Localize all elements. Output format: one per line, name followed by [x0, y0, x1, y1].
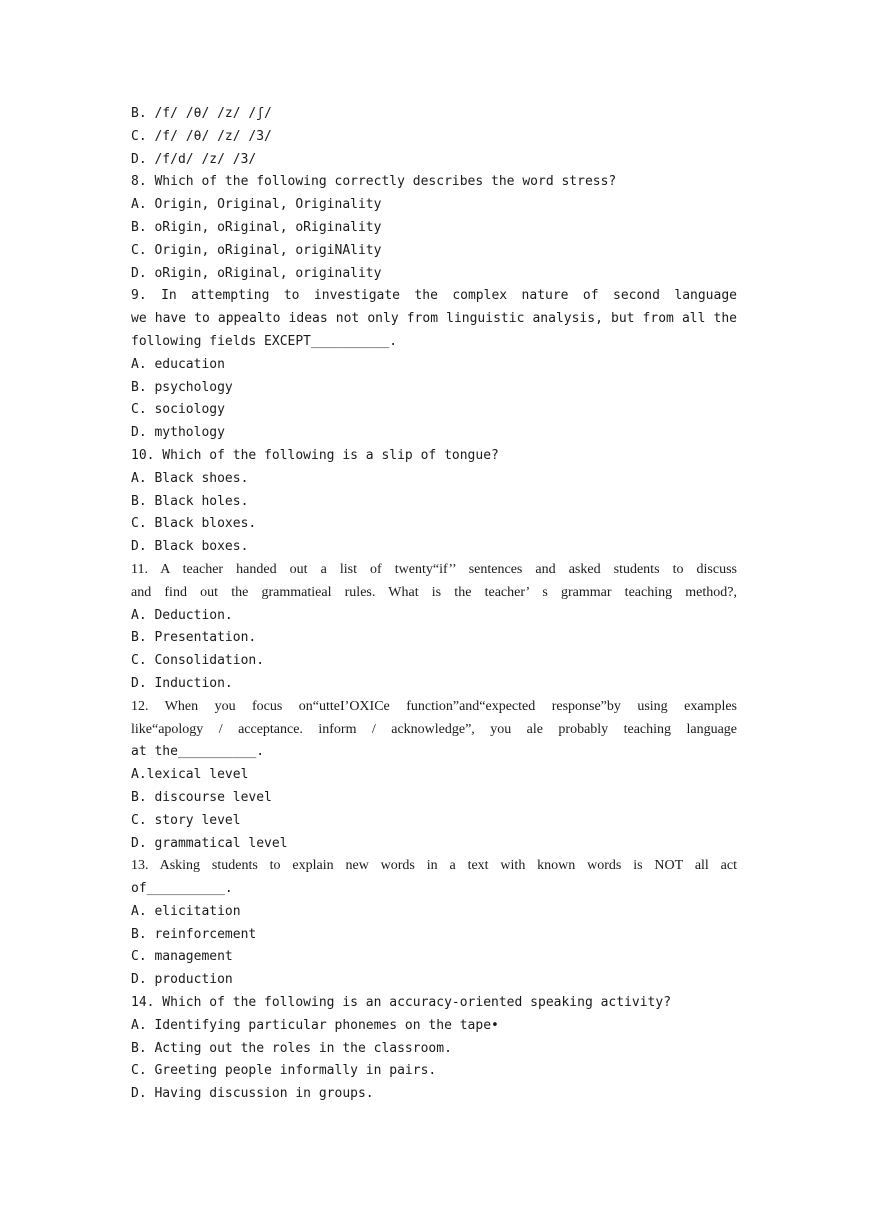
text-line: A. Identifying particular phonemes on the tape•	[131, 1017, 499, 1033]
text-line: A. Deduction.	[131, 607, 233, 623]
text-line: 12. When you focus on“utteI’OXICe function”and“expected response”by using examples	[131, 698, 737, 714]
text-line: 9. In attempting to investigate the complex nature of second language	[131, 288, 737, 304]
text-line: B. /f/ /θ/ /z/ /ʃ/	[131, 106, 272, 121]
text-line: C. Black bloxes.	[131, 516, 257, 532]
text-line: B. Black holes.	[131, 493, 249, 509]
text-line: we have to appealto ideas not only from linguistic analysis, but from all the	[131, 311, 737, 327]
text-line: D. grammatical level	[131, 835, 288, 851]
text-line: B. reinforcement	[131, 926, 257, 942]
text-line: D. Having discussion in groups.	[131, 1086, 374, 1102]
text-line: C. Greeting people informally in pairs.	[131, 1063, 437, 1079]
text-line: B. psychology	[131, 379, 233, 395]
text-line: 10. Which of the following is a slip of tongue?	[131, 447, 499, 463]
document-page	[131, 103, 737, 1106]
text-line: C. Origin, oRiginal, origiNAlity	[131, 242, 382, 258]
text-line: C. sociology	[131, 402, 225, 418]
text-line: 14. Which of the following is an accuracy-oriented speaking activity?	[131, 995, 672, 1011]
text-line: D. /f/d/ /z/ /3/	[131, 151, 257, 167]
text-line: and find out the grammatieal rules. What is the teacher’ s grammar teaching method?,	[131, 584, 737, 600]
text-line: D. Black boxes.	[131, 539, 249, 555]
text-line: A. Origin, Original, Originality	[131, 197, 382, 213]
text-line: A. Black shoes.	[131, 470, 249, 486]
text-line: 8. Which of the following correctly describes the word stress?	[131, 174, 617, 190]
text-line: D. Induction.	[131, 675, 233, 691]
text-line: 13. Asking students to explain new words in a text with known words is NOT all act	[131, 858, 737, 874]
text-line: following fields EXCEPT__________.	[131, 333, 398, 349]
text-line: B. discourse level	[131, 789, 272, 805]
text-line: A. education	[131, 356, 225, 372]
text-line: B. oRigin, oRiginal, oRiginality	[131, 219, 382, 235]
text-line: C. management	[131, 949, 233, 965]
text-line: of__________.	[131, 881, 233, 897]
text-line: C. story level	[131, 812, 241, 828]
text-line: B. Presentation.	[131, 630, 257, 646]
text-line: A. elicitation	[131, 903, 241, 919]
text-line: like“apology / acceptance. inform / acknowledge”, you ale probably teaching language	[131, 721, 737, 737]
text-line: C. Consolidation.	[131, 653, 265, 669]
text-line: at the__________.	[131, 744, 265, 760]
text-line: D. oRigin, oRiginal, originality	[131, 265, 382, 281]
text-line: B. Acting out the roles in the classroom.	[131, 1040, 452, 1056]
text-line: D. mythology	[131, 425, 225, 441]
text-line: A.lexical level	[131, 767, 249, 783]
text-line: C. /f/ /θ/ /z/ /3/	[131, 128, 272, 144]
text-line: 11. A teacher handed out a list of twenty“if’’ sentences and asked students to discuss	[131, 561, 737, 577]
text-line: D. production	[131, 972, 233, 988]
